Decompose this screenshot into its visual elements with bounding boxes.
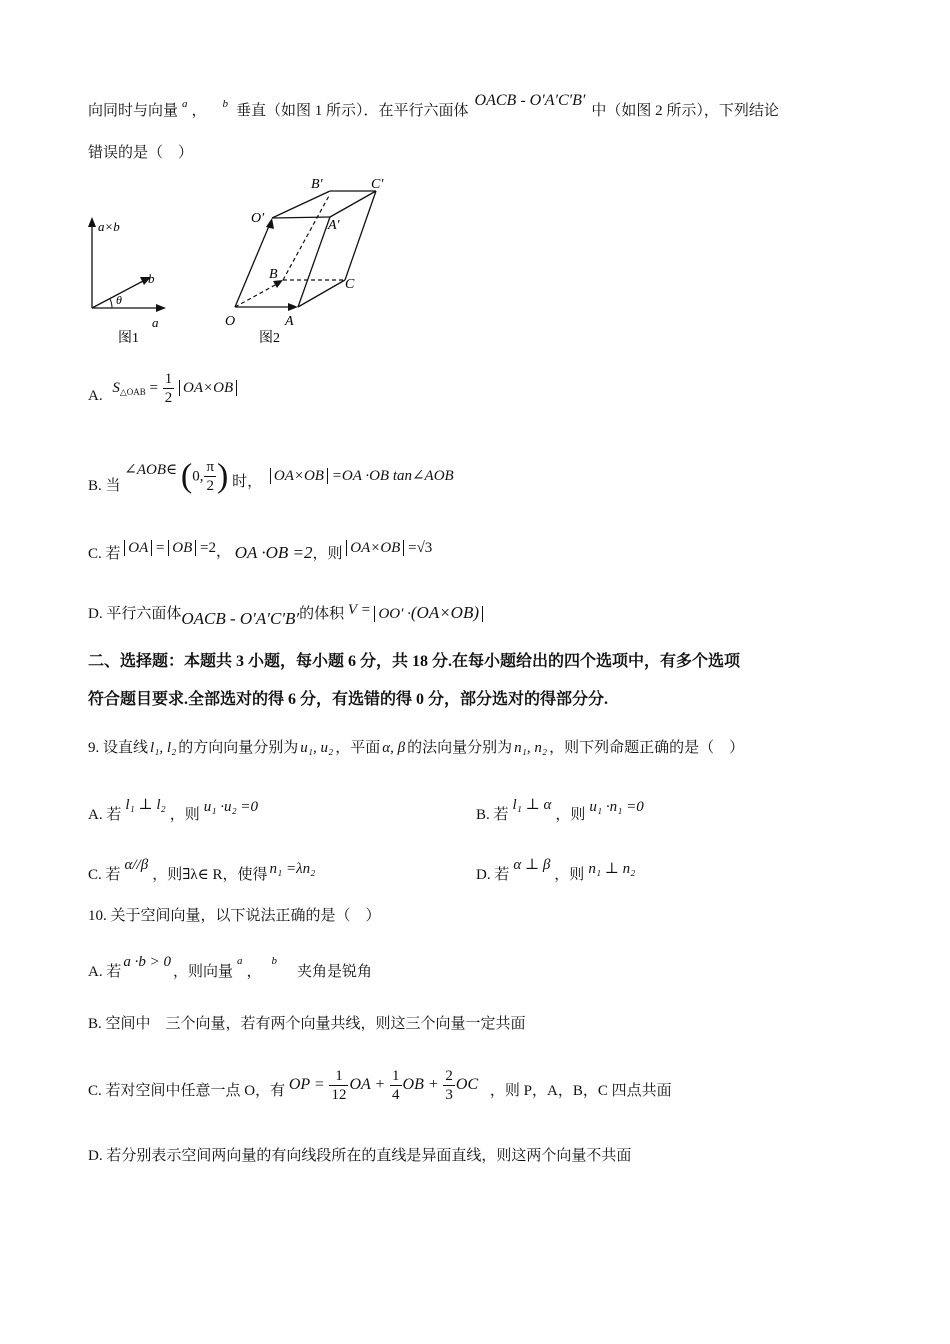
edge-C-Cp xyxy=(345,191,376,280)
interval: (0, $\frac{\pi}{2}$ ) xyxy=(180,457,229,495)
figure-1 xyxy=(80,205,180,350)
term-ob: OB + xyxy=(402,1076,439,1093)
dot-product: OA ·OB =2 xyxy=(234,543,313,562)
line-names: l₁, l₂ xyxy=(150,740,177,756)
edge-Op-Bp xyxy=(272,191,330,218)
area-symbol xyxy=(112,380,145,396)
denominator: 2 xyxy=(206,478,214,495)
denominator: 2 xyxy=(164,390,173,407)
q9-option-b xyxy=(476,790,644,830)
option-label: A. 若 xyxy=(88,964,122,980)
result: u₁ ·u₂ =0 xyxy=(203,799,259,815)
fraction-1-12 xyxy=(329,1067,348,1104)
vector-a: a xyxy=(182,98,188,110)
arrow-OA xyxy=(288,303,298,311)
option-label: A. xyxy=(88,388,103,404)
comma: ， xyxy=(246,964,262,980)
option-label: C. 若 xyxy=(88,546,121,562)
figure-1-caption: 图1 xyxy=(118,331,139,346)
option-label: D. 若 xyxy=(476,867,510,883)
figure-2-caption: 图2 xyxy=(259,331,280,346)
q10a-text: 夹角是锐角 xyxy=(297,964,373,980)
area-subscript: △OAB xyxy=(119,387,146,397)
volume-expression xyxy=(374,603,483,622)
label-O: O xyxy=(225,314,236,329)
numerator: 1 xyxy=(164,371,173,388)
q9-text: ，平面 xyxy=(335,740,381,756)
edge-Ap-Cp xyxy=(330,191,376,217)
label-Ap: A′ xyxy=(328,218,340,233)
q9-text: 9. 设直线 xyxy=(88,740,149,756)
volume-text: 的体积 xyxy=(299,606,345,622)
interval-zero: 0, xyxy=(192,468,204,485)
section-2-line-1: 二、选择题：本题共 3 小题，每小题 6 分，共 18 分.在每小题给出的四个选项中，有多个选项 xyxy=(88,653,741,670)
result: n₁ =λn₂ xyxy=(269,861,316,877)
then-text: ，则 xyxy=(169,807,200,823)
vector-b: b xyxy=(222,98,229,110)
rhs-expression: =OA ·OB tan∠AOB xyxy=(331,468,454,484)
comma: ， xyxy=(215,544,231,560)
fraction-2-3 xyxy=(443,1067,455,1104)
op-vector: OP = xyxy=(288,1076,325,1093)
q8-option-c xyxy=(88,533,432,569)
then-text: ，则 xyxy=(554,867,585,883)
result-sqrt3: =√3 xyxy=(408,540,433,556)
fraction-half xyxy=(163,370,175,407)
edge-O-Op xyxy=(235,226,269,307)
cross-product-abs: OA×OB xyxy=(179,380,237,396)
q10c-tail: ，则 P，A，B，C 四点共面 xyxy=(489,1083,672,1099)
then-text: ，则∃λ∈ R，使得 xyxy=(152,867,268,883)
equals: = xyxy=(149,380,158,396)
q9-stem xyxy=(88,737,744,759)
term-oc: OC xyxy=(455,1076,479,1093)
label-Cp: C′ xyxy=(371,177,384,192)
condition: a ·b > 0 xyxy=(123,954,171,970)
condition: α ⊥ β xyxy=(513,857,551,873)
numerator: 2 xyxy=(445,1068,453,1085)
plane-names: α, β xyxy=(382,740,406,756)
label-C: C xyxy=(345,277,355,292)
label-A: A xyxy=(285,314,294,329)
condition: l₁ ⊥ α xyxy=(512,797,552,813)
term-oa: OA + xyxy=(349,1076,386,1093)
numerator: π xyxy=(206,459,215,476)
abs-ob: OB xyxy=(168,540,196,556)
a-arrowhead xyxy=(156,304,166,312)
solid-name: OACB - O′A′C′B′ xyxy=(474,92,586,109)
then-text: ，则 xyxy=(312,546,343,562)
label-Op: O′ xyxy=(251,211,265,226)
numerator: 1 xyxy=(392,1068,400,1085)
when-text: 时， xyxy=(232,474,263,490)
q9-option-c xyxy=(88,850,315,890)
then-text: ，则 xyxy=(555,807,586,823)
figure-2 xyxy=(215,170,395,350)
q8-option-d xyxy=(88,593,483,636)
equals-two: =2 xyxy=(199,540,216,556)
q9-option-a xyxy=(88,790,258,830)
result: n₁ ⊥ n₂ xyxy=(588,861,636,877)
edge-A-Ap xyxy=(298,217,330,307)
numerator: 1 xyxy=(329,1067,348,1086)
option-label: C. 若对空间中任意一点 O，有 xyxy=(88,1083,286,1099)
edge-A-C xyxy=(298,280,345,307)
edge-O-B xyxy=(235,284,277,307)
volume-symbol: V = xyxy=(347,602,371,618)
intro-text: 垂直（如图 1 所示）．在平行六面体 xyxy=(236,103,469,119)
q10a-text: ，则向量 xyxy=(172,964,233,980)
q8-option-a xyxy=(88,368,237,416)
q8-option-b xyxy=(88,448,454,508)
a-label: a xyxy=(152,315,159,330)
vector-b: b xyxy=(271,955,277,967)
oo-prime: OO′ · xyxy=(378,606,411,622)
normal-vectors: n₁, n₂ xyxy=(514,740,548,756)
b-label: b xyxy=(148,271,155,286)
cross-product-abs: OA×OB xyxy=(270,468,328,484)
option-label: B. 若 xyxy=(476,807,509,823)
intro-text: 向同时与向量 xyxy=(88,103,179,119)
cross-product-abs: OA×OB xyxy=(346,540,404,556)
area-S: S xyxy=(112,380,120,396)
denominator: 4 xyxy=(392,1087,400,1104)
axb-label: a×b xyxy=(98,219,120,234)
option-label: A. 若 xyxy=(88,807,122,823)
theta-label: θ xyxy=(116,293,122,307)
equals: = xyxy=(156,540,165,556)
option-label: C. 若 xyxy=(88,867,121,883)
q10-option-c xyxy=(88,1060,672,1116)
condition: l₁ ⊥ l₂ xyxy=(125,797,166,813)
intro-comma: ， xyxy=(191,103,207,119)
intro-line-2: 错误的是（ ） xyxy=(88,145,194,161)
q10-option-d: D. 若分别表示空间两向量的有向线段所在的直线是异面直线，则这两个向量不共面 xyxy=(88,1148,632,1164)
fraction-1-4 xyxy=(390,1067,402,1104)
q9-text: 的方向向量分别为 xyxy=(178,740,299,756)
solid-name: OACB - O′A′C′B′ xyxy=(181,609,300,628)
angle-condition: ∠AOB∈ xyxy=(124,462,178,478)
result: u₁ ·n₁ =0 xyxy=(589,799,644,815)
label-Bp: B′ xyxy=(311,177,323,192)
option-label: D. 平行六面体 xyxy=(88,606,182,622)
condition: α//β xyxy=(124,857,149,873)
section-2-line-2: 符合题目要求.全部选对的得 6 分，有选错的得 0 分，部分选对的得部分分. xyxy=(88,691,609,708)
fraction-pi-half xyxy=(204,458,216,495)
denominator: 12 xyxy=(331,1087,347,1104)
theta-arc xyxy=(110,299,112,308)
arrow-OOp xyxy=(266,218,274,229)
q9-text: ，则下列命题正确的是（ ） xyxy=(549,740,745,756)
intro-line-1 xyxy=(88,90,858,122)
vector-a: a xyxy=(236,955,243,967)
edge-Op-Ap xyxy=(272,217,330,218)
abs-oa: OA xyxy=(124,540,152,556)
q9-text: 的法向量分别为 xyxy=(407,740,513,756)
q9-option-d xyxy=(476,850,635,890)
q10-stem: 10. 关于空间向量，以下说法正确的是（ ） xyxy=(88,908,381,924)
option-label: B. 当 xyxy=(88,478,121,494)
label-B: B xyxy=(269,267,278,282)
axb-arrowhead xyxy=(88,217,96,227)
direction-vectors: u₁, u₂ xyxy=(300,740,334,756)
cross-product: (OA×OB) xyxy=(410,603,480,622)
intro-text: 中（如图 2 所示），下列结论 xyxy=(591,103,779,119)
denominator: 3 xyxy=(445,1087,453,1104)
q10-option-a xyxy=(88,946,372,987)
q10-option-b: B. 空间中 三个向量，若有两个向量共线，则这三个向量一定共面 xyxy=(88,1016,526,1032)
